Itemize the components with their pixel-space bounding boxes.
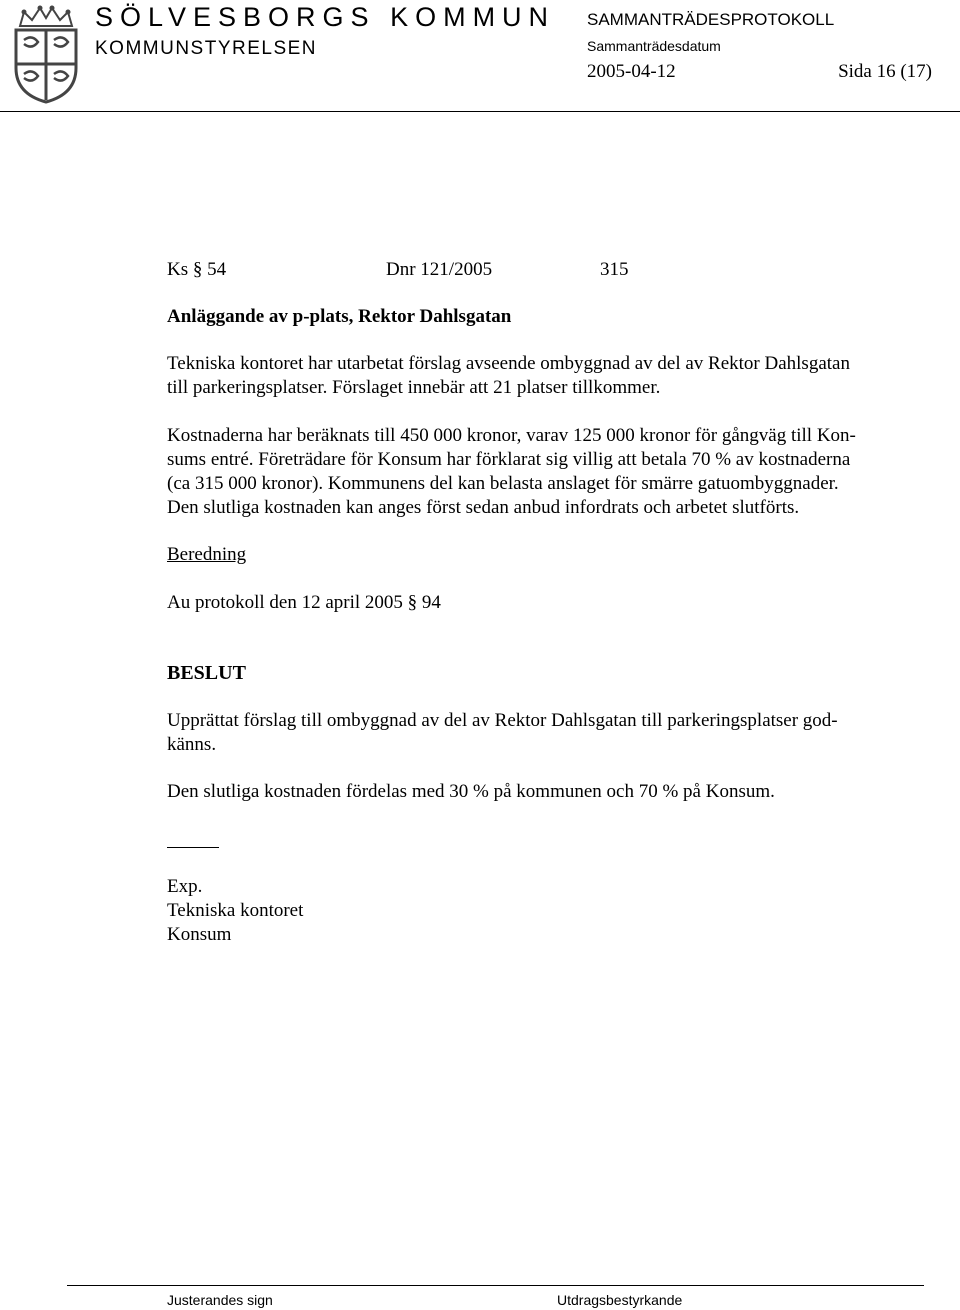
dispatch-label: Exp.	[167, 876, 203, 897]
decision-line-1: Upprättat förslag till ombyggnad av del av Rektor Dahlsgatan till parkeringsplatser god-	[167, 710, 838, 731]
paragraph-1-line-1: Tekniska kontoret har utarbetat förslag avseende ombyggnad av del av Rektor Dahlsgatan	[167, 353, 850, 374]
paragraph-2-line-3: (ca 315 000 kronor). Kommunens del kan belasta anslaget för smärre gatuombyggnader.	[167, 473, 839, 494]
preparation-text: Au protokoll den 12 april 2005 § 94	[167, 592, 441, 613]
justification-signature-label: Justerandes sign	[167, 1292, 273, 1308]
decision-line-2: känns.	[167, 734, 217, 755]
paragraph-1-line-2: till parkeringsplatser. Förslaget innebär att 21 platser tillkommer.	[167, 377, 661, 398]
case-dnr: Dnr 121/2005	[386, 259, 493, 280]
case-number: Ks § 54	[167, 259, 227, 280]
board-name: KOMMUNSTYRELSEN	[95, 38, 318, 59]
paragraph-2-line-2: sums entré. Företrädare för Konsum har förklarat sig villig att betala 70 % av kostnaderna	[167, 449, 851, 470]
preparation-heading: Beredning	[167, 544, 247, 565]
footer-divider	[67, 1285, 924, 1286]
page-number: Sida 16 (17)	[838, 61, 932, 82]
decision-line-3: Den slutliga kostnaden fördelas med 30 % på kommunen och 70 % på Konsum.	[167, 781, 775, 802]
extract-certification-label: Utdragsbestyrkande	[557, 1292, 683, 1308]
meeting-date-label: Sammanträdesdatum	[587, 38, 721, 54]
dispatch-separator	[167, 847, 219, 848]
dispatch-recipient: Konsum	[167, 924, 232, 945]
header-divider	[0, 111, 960, 112]
paragraph-2-line-1: Kostnaderna har beräknats till 450 000 kronor, varav 125 000 kronor för gångväg till Kon-	[167, 425, 856, 446]
case-code: 315	[600, 259, 629, 280]
decision-heading: BESLUT	[167, 662, 246, 684]
document-type: SAMMANTRÄDESPROTOKOLL	[587, 10, 835, 29]
case-title: Anläggande av p-plats, Rektor Dahlsgatan	[167, 306, 512, 327]
paragraph-2-line-4: Den slutliga kostnaden kan anges först sedan anbud infordrats och arbetet slutförts.	[167, 497, 800, 518]
municipal-coat-of-arms-logo	[10, 4, 82, 104]
municipality-name: SÖLVESBORGS KOMMUN	[95, 2, 556, 32]
dispatch-recipient: Tekniska kontoret	[167, 900, 304, 921]
meeting-date: 2005-04-12	[587, 61, 676, 82]
